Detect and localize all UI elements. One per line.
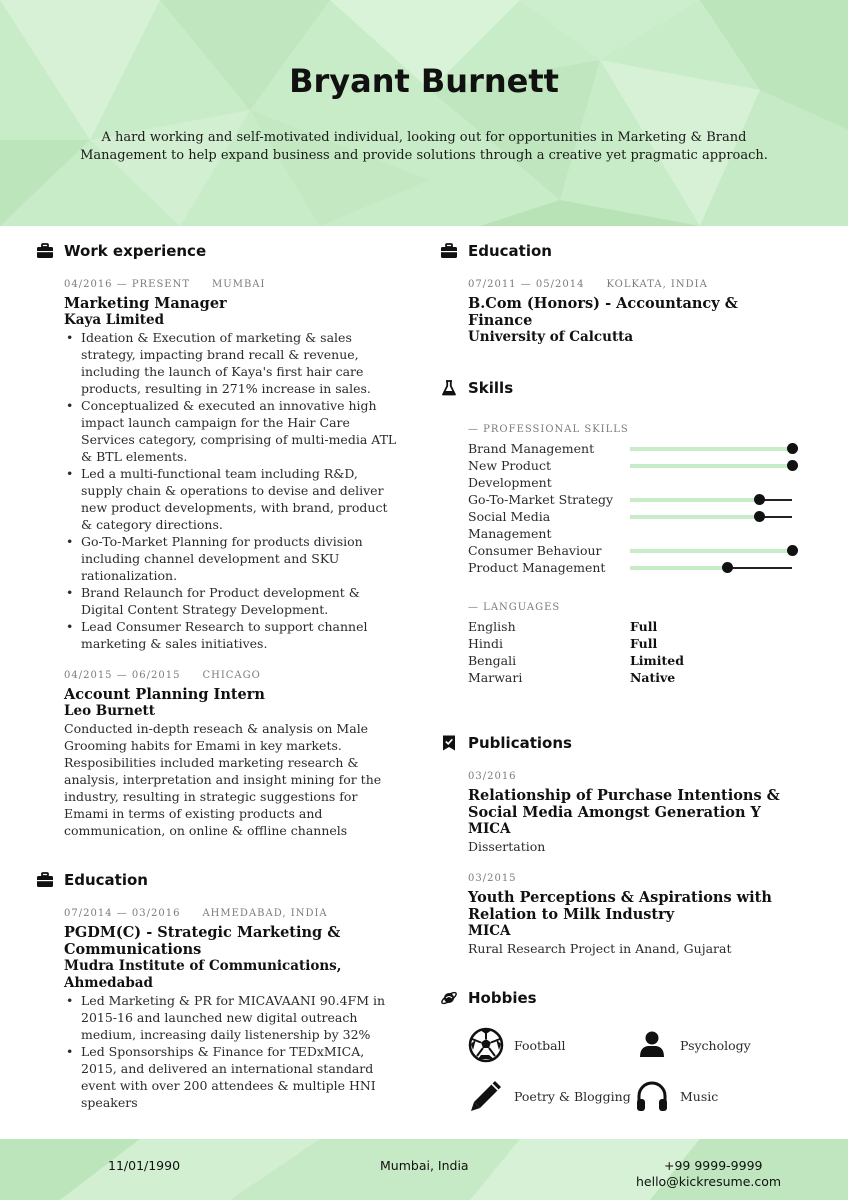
language-row xyxy=(468,635,792,652)
education-bullets xyxy=(64,992,400,1111)
skill-list xyxy=(468,440,792,576)
job-dates: 04/2016 — PRESENT MUMBAI xyxy=(64,279,266,290)
work-experience-title: Work experience xyxy=(64,242,207,260)
language-level: Limited xyxy=(630,653,684,668)
publication-description: Dissertation xyxy=(468,839,546,854)
hobby-poetry-blogging xyxy=(468,1078,631,1114)
publication-publisher: MICA xyxy=(468,923,511,939)
publication-date: 03/2015 xyxy=(468,873,517,884)
briefcase-icon xyxy=(440,243,458,259)
education-location: KOLKATA, INDIA xyxy=(606,279,708,290)
skill-level-bar xyxy=(630,508,792,525)
skill-row xyxy=(468,440,792,457)
skill-name: New Product Development xyxy=(468,458,552,490)
education-degree: B.Com (Honors) - Accountancy & Finance xyxy=(468,295,738,329)
hobbies-title: Hobbies xyxy=(468,989,537,1007)
skill-level-dot xyxy=(787,545,798,556)
football-icon xyxy=(468,1027,504,1063)
pencil-icon xyxy=(468,1078,504,1114)
job-role: Account Planning Intern xyxy=(64,686,265,703)
job-description: Conducted in-depth reseach & analysis on Male Grooming habits for Emami in key markets. Resposibilities included marketing research & analysis, interpretation and insight mining for the industry, resulting in strategic suggestions for Emami in terms of existing products and communication, on online & offline channels xyxy=(64,721,382,838)
skill-level-bar xyxy=(630,559,792,576)
skills-section xyxy=(440,377,792,686)
list-item: • Lead Consumer Research to support channel marketing & sales initiatives. xyxy=(64,618,400,652)
publications-section xyxy=(440,732,792,957)
headphones-icon xyxy=(634,1078,670,1114)
hobby-label: Psychology xyxy=(680,1037,751,1053)
work-experience-section xyxy=(36,240,400,839)
skill-level-dot xyxy=(754,511,765,522)
publication-date: 03/2016 xyxy=(468,771,517,782)
skill-name: Product Management xyxy=(468,560,606,575)
hobbies-section xyxy=(440,987,792,1129)
skill-row xyxy=(468,559,792,576)
publication-publisher: MICA xyxy=(468,821,511,837)
footer-birthdate: 11/01/1990 xyxy=(108,1158,181,1173)
footer-address: Mumbai, India xyxy=(380,1158,469,1173)
languages-heading: — LANGUAGES xyxy=(468,602,561,613)
education-location: AHMEDABAD, INDIA xyxy=(202,908,328,919)
language-row xyxy=(468,669,792,686)
education-school: University of Calcutta xyxy=(468,329,634,345)
job-role: Marketing Manager xyxy=(64,295,227,312)
skill-row xyxy=(468,542,792,559)
education-section-right xyxy=(440,240,792,346)
skill-name: Social Media Management xyxy=(468,509,552,541)
language-name: Bengali xyxy=(468,653,517,668)
hobby-list xyxy=(440,1019,792,1129)
education-school: Mudra Institute of Communications, Ahmedabad xyxy=(64,958,342,991)
language-name: Marwari xyxy=(468,670,523,685)
job-dates: 04/2015 — 06/2015 CHICAGO xyxy=(64,670,261,681)
list-item: • Brand Relaunch for Product development & Digital Content Strategy Development. xyxy=(64,584,400,618)
skill-level-bar xyxy=(630,491,792,508)
education-section-left xyxy=(36,869,400,1111)
briefcase-icon xyxy=(36,872,54,888)
briefcase-icon xyxy=(36,243,54,259)
publication-title: Relationship of Purchase Intentions & Social Media Amongst Generation Y xyxy=(468,787,780,821)
skill-name: Go-To-Market Strategy xyxy=(468,492,614,507)
skill-row xyxy=(468,457,792,491)
header-background xyxy=(0,0,848,226)
publication-title: Youth Perceptions & Aspirations with Relation to Milk Industry xyxy=(468,889,772,923)
hobby-psychology xyxy=(634,1027,751,1063)
language-row xyxy=(468,618,792,635)
job-company: Kaya Limited xyxy=(64,312,165,328)
list-item: • Led a multi-functional team including R&D, supply chain & operations to devise and deliver new product developments, with brand, product & category directions. xyxy=(64,465,400,533)
language-row xyxy=(468,652,792,669)
language-level: Full xyxy=(630,636,658,651)
list-item: • Ideation & Execution of marketing & sales strategy, impacting brand recall & revenue, including the launch of Kaya's first hair care products, resulting in 271% increase in sales. xyxy=(64,329,400,397)
planet-icon xyxy=(440,990,458,1006)
language-level: Native xyxy=(630,670,676,685)
skill-name: Brand Management xyxy=(468,441,595,456)
job-bullets xyxy=(64,329,400,652)
publications-title: Publications xyxy=(468,734,572,752)
hobby-label: Poetry & Blogging xyxy=(514,1088,631,1104)
hobby-football xyxy=(468,1027,566,1063)
professional-skills-heading: — PROFESSIONAL SKILLS xyxy=(468,424,629,435)
skill-row xyxy=(468,508,792,542)
list-item: • Conceptualized & executed an innovative high impact launch campaign for the Hair Care Services category, comprising of multi-media ATL & BTL elements. xyxy=(64,397,400,465)
education-dates: 07/2014 — 03/2016 AHMEDABAD, INDIA xyxy=(64,908,328,919)
left-column xyxy=(36,240,400,1111)
job-location: CHICAGO xyxy=(202,670,261,681)
skill-level-bar xyxy=(630,542,792,559)
list-item: • Led Marketing & PR for MICAVAANI 90.4FM in 2015-16 and launched new digital outreach medium, increasing daily listenership by 32% xyxy=(64,992,400,1043)
footer-phone: +99 9999-9999 xyxy=(664,1158,763,1173)
education-title: Education xyxy=(64,871,148,889)
skills-title: Skills xyxy=(468,379,514,397)
skill-level-dot xyxy=(787,443,798,454)
language-name: English xyxy=(468,619,516,634)
publication-description: Rural Research Project in Anand, Gujarat xyxy=(468,941,732,956)
header xyxy=(0,0,848,226)
flask-icon xyxy=(440,380,458,396)
skill-level-bar xyxy=(630,440,792,457)
skill-row xyxy=(468,491,792,508)
list-item: • Go-To-Market Planning for products division including channel development and SKU rationalization. xyxy=(64,533,400,584)
education-degree: PGDM(C) - Strategic Marketing & Communications xyxy=(64,924,341,958)
language-name: Hindi xyxy=(468,636,503,651)
skill-level-dot xyxy=(787,460,798,471)
skill-level-dot xyxy=(754,494,765,505)
bookmark-icon xyxy=(440,735,458,751)
hobby-music xyxy=(634,1078,718,1114)
right-column xyxy=(440,240,792,1129)
hobby-label: Football xyxy=(514,1037,566,1053)
education-title: Education xyxy=(468,242,552,260)
skill-level-dot xyxy=(722,562,733,573)
candidate-name: Bryant Burnett xyxy=(289,62,559,100)
footer-email: hello@kickresume.com xyxy=(636,1174,782,1189)
education-dates: 07/2011 — 05/2014 KOLKATA, INDIA xyxy=(468,279,708,290)
language-level: Full xyxy=(630,619,658,634)
hobby-label: Music xyxy=(680,1088,719,1104)
skill-name: Consumer Behaviour xyxy=(468,543,602,558)
job-location: MUMBAI xyxy=(212,279,266,290)
profile-summary: A hard working and self-motivated individual, looking out for opportunities in Marketing & Brand Management to help expand business and provide solutions through a creative yet pragmatic approach. xyxy=(80,130,768,163)
person-icon xyxy=(634,1027,670,1063)
job-company: Leo Burnett xyxy=(64,703,155,719)
footer xyxy=(0,1139,848,1200)
list-item: • Led Sponsorships & Finance for TEDxMICA, 2015, and delivered an international standard event with over 200 attendees & multiple HNI speakers xyxy=(64,1043,400,1111)
skill-level-bar xyxy=(630,457,792,474)
